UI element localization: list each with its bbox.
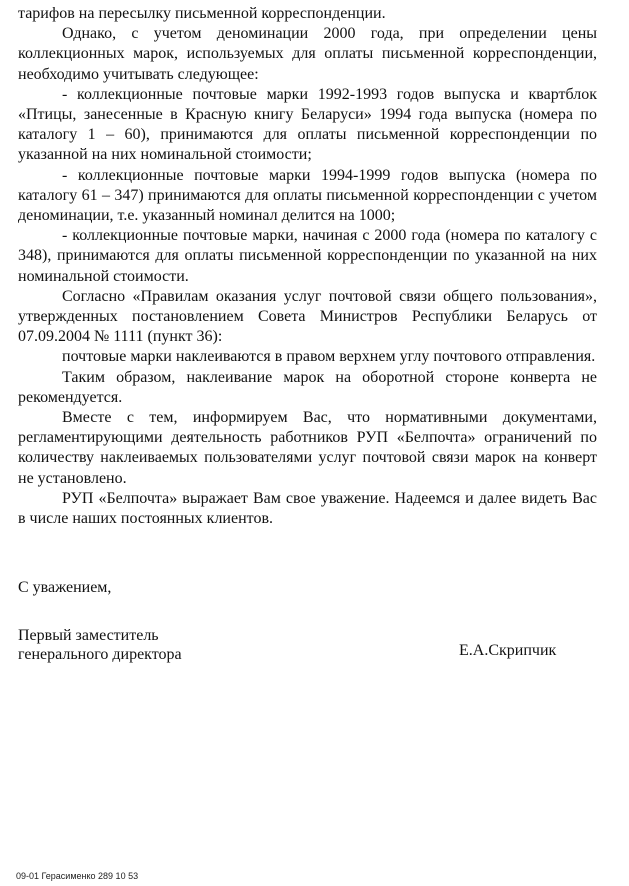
paragraph-continuation: тарифов на пересылку письменной корреспонденции. bbox=[18, 5, 386, 22]
closing-salutation: С уважением, bbox=[18, 579, 112, 596]
footer-contact: 09-01 Герасименко 289 10 53 bbox=[16, 871, 139, 881]
paragraph-stamps-2000: - коллекционные почтовые марки, начиная с 2000 года (номера по каталогу с 348), принимаются для оплаты письменной корреспонденции по указанной на них номинальной стоимости. bbox=[18, 227, 597, 285]
paragraph-stamps-1994-1999: - коллекционные почтовые марки 1994-1999 годов выпуска (номера по каталогу 61 – 347) принимаются для оплаты письменной корреспонденции с учетом деноминации, т.е. указанный номинал делится на 1000; bbox=[18, 166, 597, 225]
signatory-name: Е.А.Скрипчик bbox=[459, 642, 557, 659]
signatory-title-line2: генерального директора bbox=[18, 646, 182, 663]
paragraph-respect: РУП «Белпочта» выражает Вам свое уважение. Надеемся и далее видеть Вас в числе наших постоянных клиентов. bbox=[18, 489, 597, 528]
letter-body bbox=[18, 4, 597, 529]
paragraph-stamps-1992-1993: - коллекционные почтовые марки 1992-1993 годов выпуска и квартблок «Птицы, занесенные в Красную книгу Беларуси» 1994 года выпуска (номера по каталогу 1 – 60), принимаются для оплаты письменной корреспонденции по указанной на них номинальной стоимости; bbox=[18, 85, 597, 164]
signatory-title bbox=[18, 626, 182, 664]
paragraph-denomination-intro: Однако, с учетом деноминации 2000 года, при определении цены коллекционных марок, используемых для оплаты письменной корреспонденции, необходимо учитывать следующее: bbox=[18, 25, 597, 83]
paragraph-back-side-note: Таким образом, наклеивание марок на оборотной стороне конверта не рекомендуется. bbox=[18, 368, 597, 406]
paragraph-stamp-placement: почтовые марки наклеиваются в правом верхнем углу почтового отправления. bbox=[62, 348, 596, 366]
signatory-title-line1: Первый заместитель bbox=[18, 627, 159, 644]
paragraph-no-limits: Вместе с тем, информируем Вас, что нормативными документами, регламентирующими деятельность работников РУП «Белпочта» ограничений по количеству наклеиваемых пользователями услуг почтовой связи марок на конверт не установлено. bbox=[18, 409, 597, 487]
paragraph-postal-rules: Согласно «Правилам оказания услуг почтовой связи общего пользования», утвержденных постановлением Совета Министров Республики Беларусь от 07.09.2004 № 1111 (пункт 36): bbox=[18, 287, 597, 346]
